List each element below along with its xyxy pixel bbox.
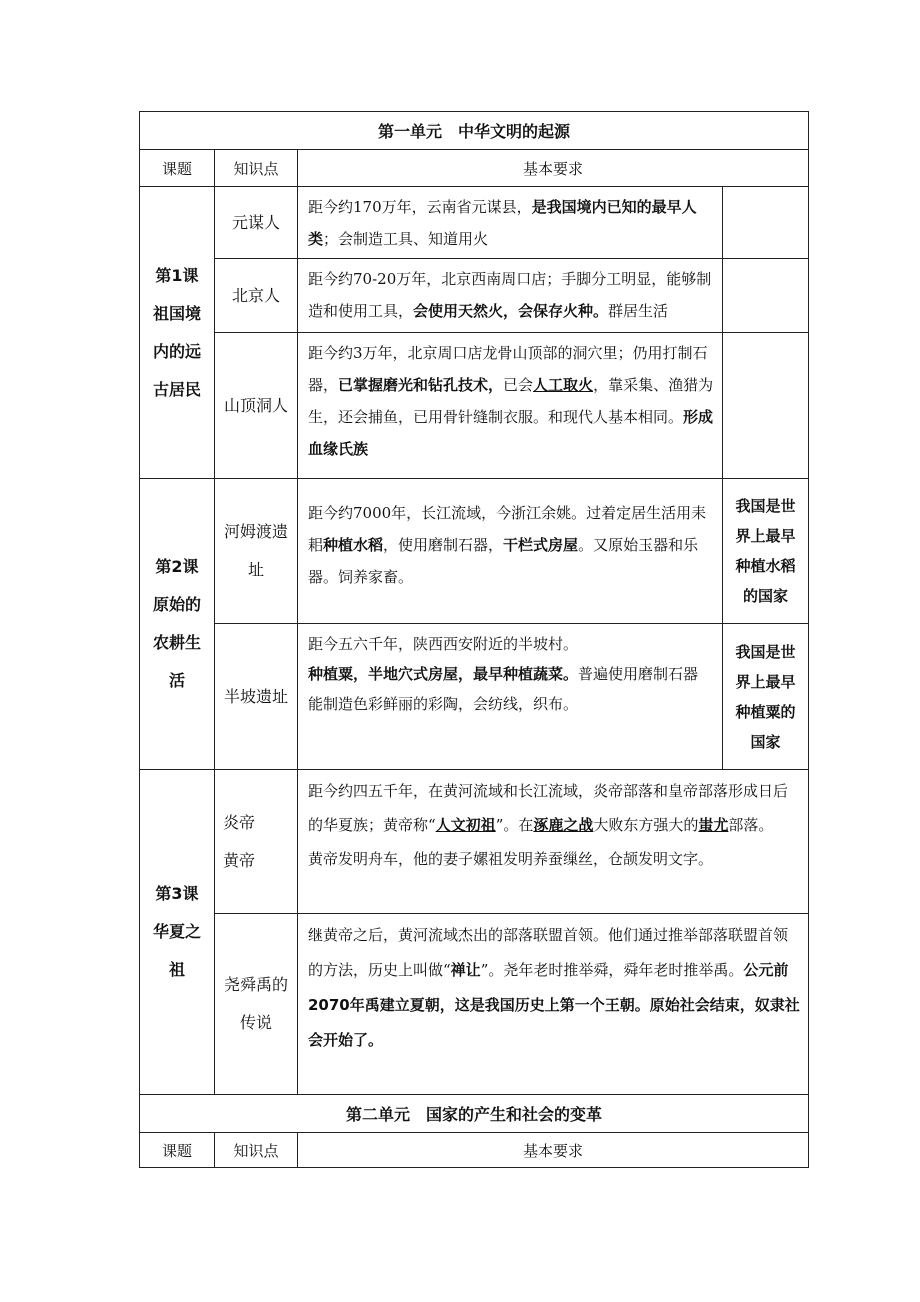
unit2-header-lesson	[139, 1132, 215, 1168]
req-bold: 禅让	[450, 961, 481, 979]
lesson1-title	[153, 257, 201, 409]
unit2-header-req	[297, 1132, 809, 1168]
point-label: 尧舜禹的	[223, 975, 288, 994]
unit1-header-req	[297, 149, 809, 187]
lesson1-cell	[139, 186, 215, 479]
req-beijing	[297, 258, 723, 333]
req-bold: 形成血缘氏族	[308, 408, 714, 458]
lesson1-title-line: 内的远	[152, 341, 201, 361]
req-bold: 会使用天然火，会保存火种。	[413, 302, 609, 320]
lesson3-title	[153, 875, 201, 989]
req-text: 黄帝发明舟车，他的妻子嫘祖发明养蚕缫丝，仓颉发明文字。	[308, 850, 714, 868]
req-text: 距今约7000年，长江流域，今浙江余姚。过着定居生活用耒耜	[308, 504, 707, 554]
lesson2-cell	[139, 478, 215, 770]
note-empty	[722, 332, 809, 479]
note-banpo	[722, 623, 809, 770]
header-req-label: 基本要求	[522, 1141, 583, 1160]
note-line: 界上最早	[735, 672, 796, 691]
req-text: 继黄帝之后，黄河流域杰出的部落联盟首领。他们通过推举部落联盟首领的方法，历史上叫做“	[308, 926, 789, 979]
req-text: 已会	[503, 376, 534, 394]
req-text: ；会制造工具、知道用火	[323, 230, 489, 248]
unit2-title-text: 第二单元 国家的产生和社会的变革	[345, 1105, 602, 1124]
header-point-label: 知识点	[233, 159, 279, 178]
header-point-label: 知识点	[233, 1141, 279, 1160]
point-label: 元谋人	[231, 212, 280, 232]
req-text: 距今约3万年，北京周口店龙骨山顶部的洞穴里；仍用打制石器，	[308, 344, 708, 394]
unit1-title-text: 第一单元 中华文明的起源	[377, 122, 570, 141]
point-hemudu	[214, 478, 298, 624]
req-shandingdong	[297, 332, 723, 479]
req-bold-underline: 涿鹿之战	[533, 816, 594, 834]
lesson1-title-line: 古居民	[152, 379, 201, 399]
req-text: ”。尧年老时推举舜，舜年老时推举禹。	[480, 961, 744, 979]
lesson3-title-line: 第3课	[155, 884, 199, 903]
req-text: 距今五六千年，陕西西安附近的半坡村。	[308, 635, 579, 653]
lesson3-title-line: 祖	[168, 960, 185, 979]
point-label: 炎帝	[223, 812, 256, 832]
req-bold: 公元前2070年禹建立夏朝，这是我国历史上第一个王朝。原始社会结束，奴隶社会开始了。	[308, 961, 800, 1049]
req-text: 普遍使用磨制石器	[578, 665, 699, 683]
lesson2-title-line: 活	[168, 671, 185, 690]
point-label: 北京人	[231, 285, 280, 305]
note-hemudu	[722, 478, 809, 624]
point-banpo	[214, 623, 298, 770]
req-bold: 干栏式房屋	[503, 536, 579, 554]
point-label: 河姆渡遗	[223, 522, 288, 541]
req-banpo	[297, 623, 723, 770]
req-text: 能制造色彩鲜丽的彩陶，会纺线，织布。	[308, 695, 579, 713]
lesson2-title-line: 原始的	[152, 595, 201, 614]
req-yuanmou	[297, 186, 723, 259]
point-yuanmou	[214, 186, 298, 259]
unit2-title	[139, 1094, 809, 1133]
req-text: ，靠采集、渔猎为生，还会捕鱼，已用骨针缝制衣服。和现代人基本相同。	[308, 376, 714, 426]
note-line: 种植水稻	[735, 557, 796, 575]
req-text: 距今约170万年，云南省元谋县，	[308, 198, 532, 216]
req-hemudu	[297, 478, 723, 624]
header-lesson-label: 课题	[161, 159, 192, 178]
req-bold: 种植粟，半地穴式房屋，最早种植蔬菜。	[308, 665, 579, 683]
point-beijing	[214, 258, 298, 333]
point-label: 址	[247, 560, 264, 579]
note-line: 的国家	[742, 587, 788, 605]
point-label: 山顶洞人	[223, 395, 288, 415]
unit1-header-point	[214, 149, 298, 187]
note-line: 我国是世	[735, 642, 796, 661]
header-lesson-label: 课题	[161, 1141, 192, 1160]
req-text: ”。在	[495, 816, 534, 834]
req-bold-underline: 人工取火	[533, 376, 594, 394]
req-text: ，使用磨制石器，	[383, 536, 504, 554]
req-bold: 是我国境内已知的最早人类	[308, 198, 697, 248]
lesson3-title-line: 华夏之	[152, 922, 201, 941]
header-req-label: 基本要求	[522, 159, 583, 178]
req-bold: 种植水稻	[323, 536, 384, 554]
point-yao-shun-yu	[214, 913, 298, 1095]
note-line: 我国是世	[735, 497, 796, 515]
lesson1-title-line: 第1课	[155, 265, 199, 285]
lesson2-title-line: 农耕生	[152, 633, 201, 652]
req-text: 大败东方强大的	[593, 816, 699, 834]
note-empty	[722, 258, 809, 333]
lesson2-title	[153, 548, 201, 700]
note-line: 种植粟的	[735, 702, 796, 721]
note-line: 界上最早	[735, 527, 796, 545]
point-shandingdong	[214, 332, 298, 479]
req-text: 距今约四五千年，在黄河流域和长江流域，炎帝部落和皇帝部落形成日后的华夏族；黄帝称“	[308, 782, 789, 834]
unit1-header-lesson	[139, 149, 215, 187]
lesson1-title-line: 祖国境	[152, 303, 201, 323]
req-yandi-huangdi	[297, 769, 809, 914]
point-yandi-huangdi	[214, 769, 298, 914]
req-yao-shun-yu	[297, 913, 809, 1095]
point-label: 半坡遗址	[223, 686, 288, 706]
req-text: 群居生活	[608, 302, 669, 320]
unit2-header-point	[214, 1132, 298, 1168]
note-empty	[722, 186, 809, 259]
note-line: 国家	[750, 732, 781, 751]
req-bold: 已掌握磨光和钻孔技术，	[338, 376, 504, 394]
lesson3-cell	[139, 769, 215, 1095]
req-bold-underline: 人文初祖	[435, 816, 496, 834]
point-label: 黄帝	[223, 850, 256, 870]
req-bold-underline: 蚩尤	[698, 816, 729, 834]
req-text: 部落。	[728, 816, 774, 834]
unit1-title	[139, 111, 809, 150]
req-text: 距今约70-20万年，北京西南周口店；手脚分工明显，能够制造和使用工具，	[308, 270, 712, 320]
point-label: 传说	[239, 1013, 272, 1032]
lesson2-title-line: 第2课	[155, 557, 199, 576]
req-text: 。又原始玉器和乐器。饲养家畜。	[308, 536, 699, 586]
